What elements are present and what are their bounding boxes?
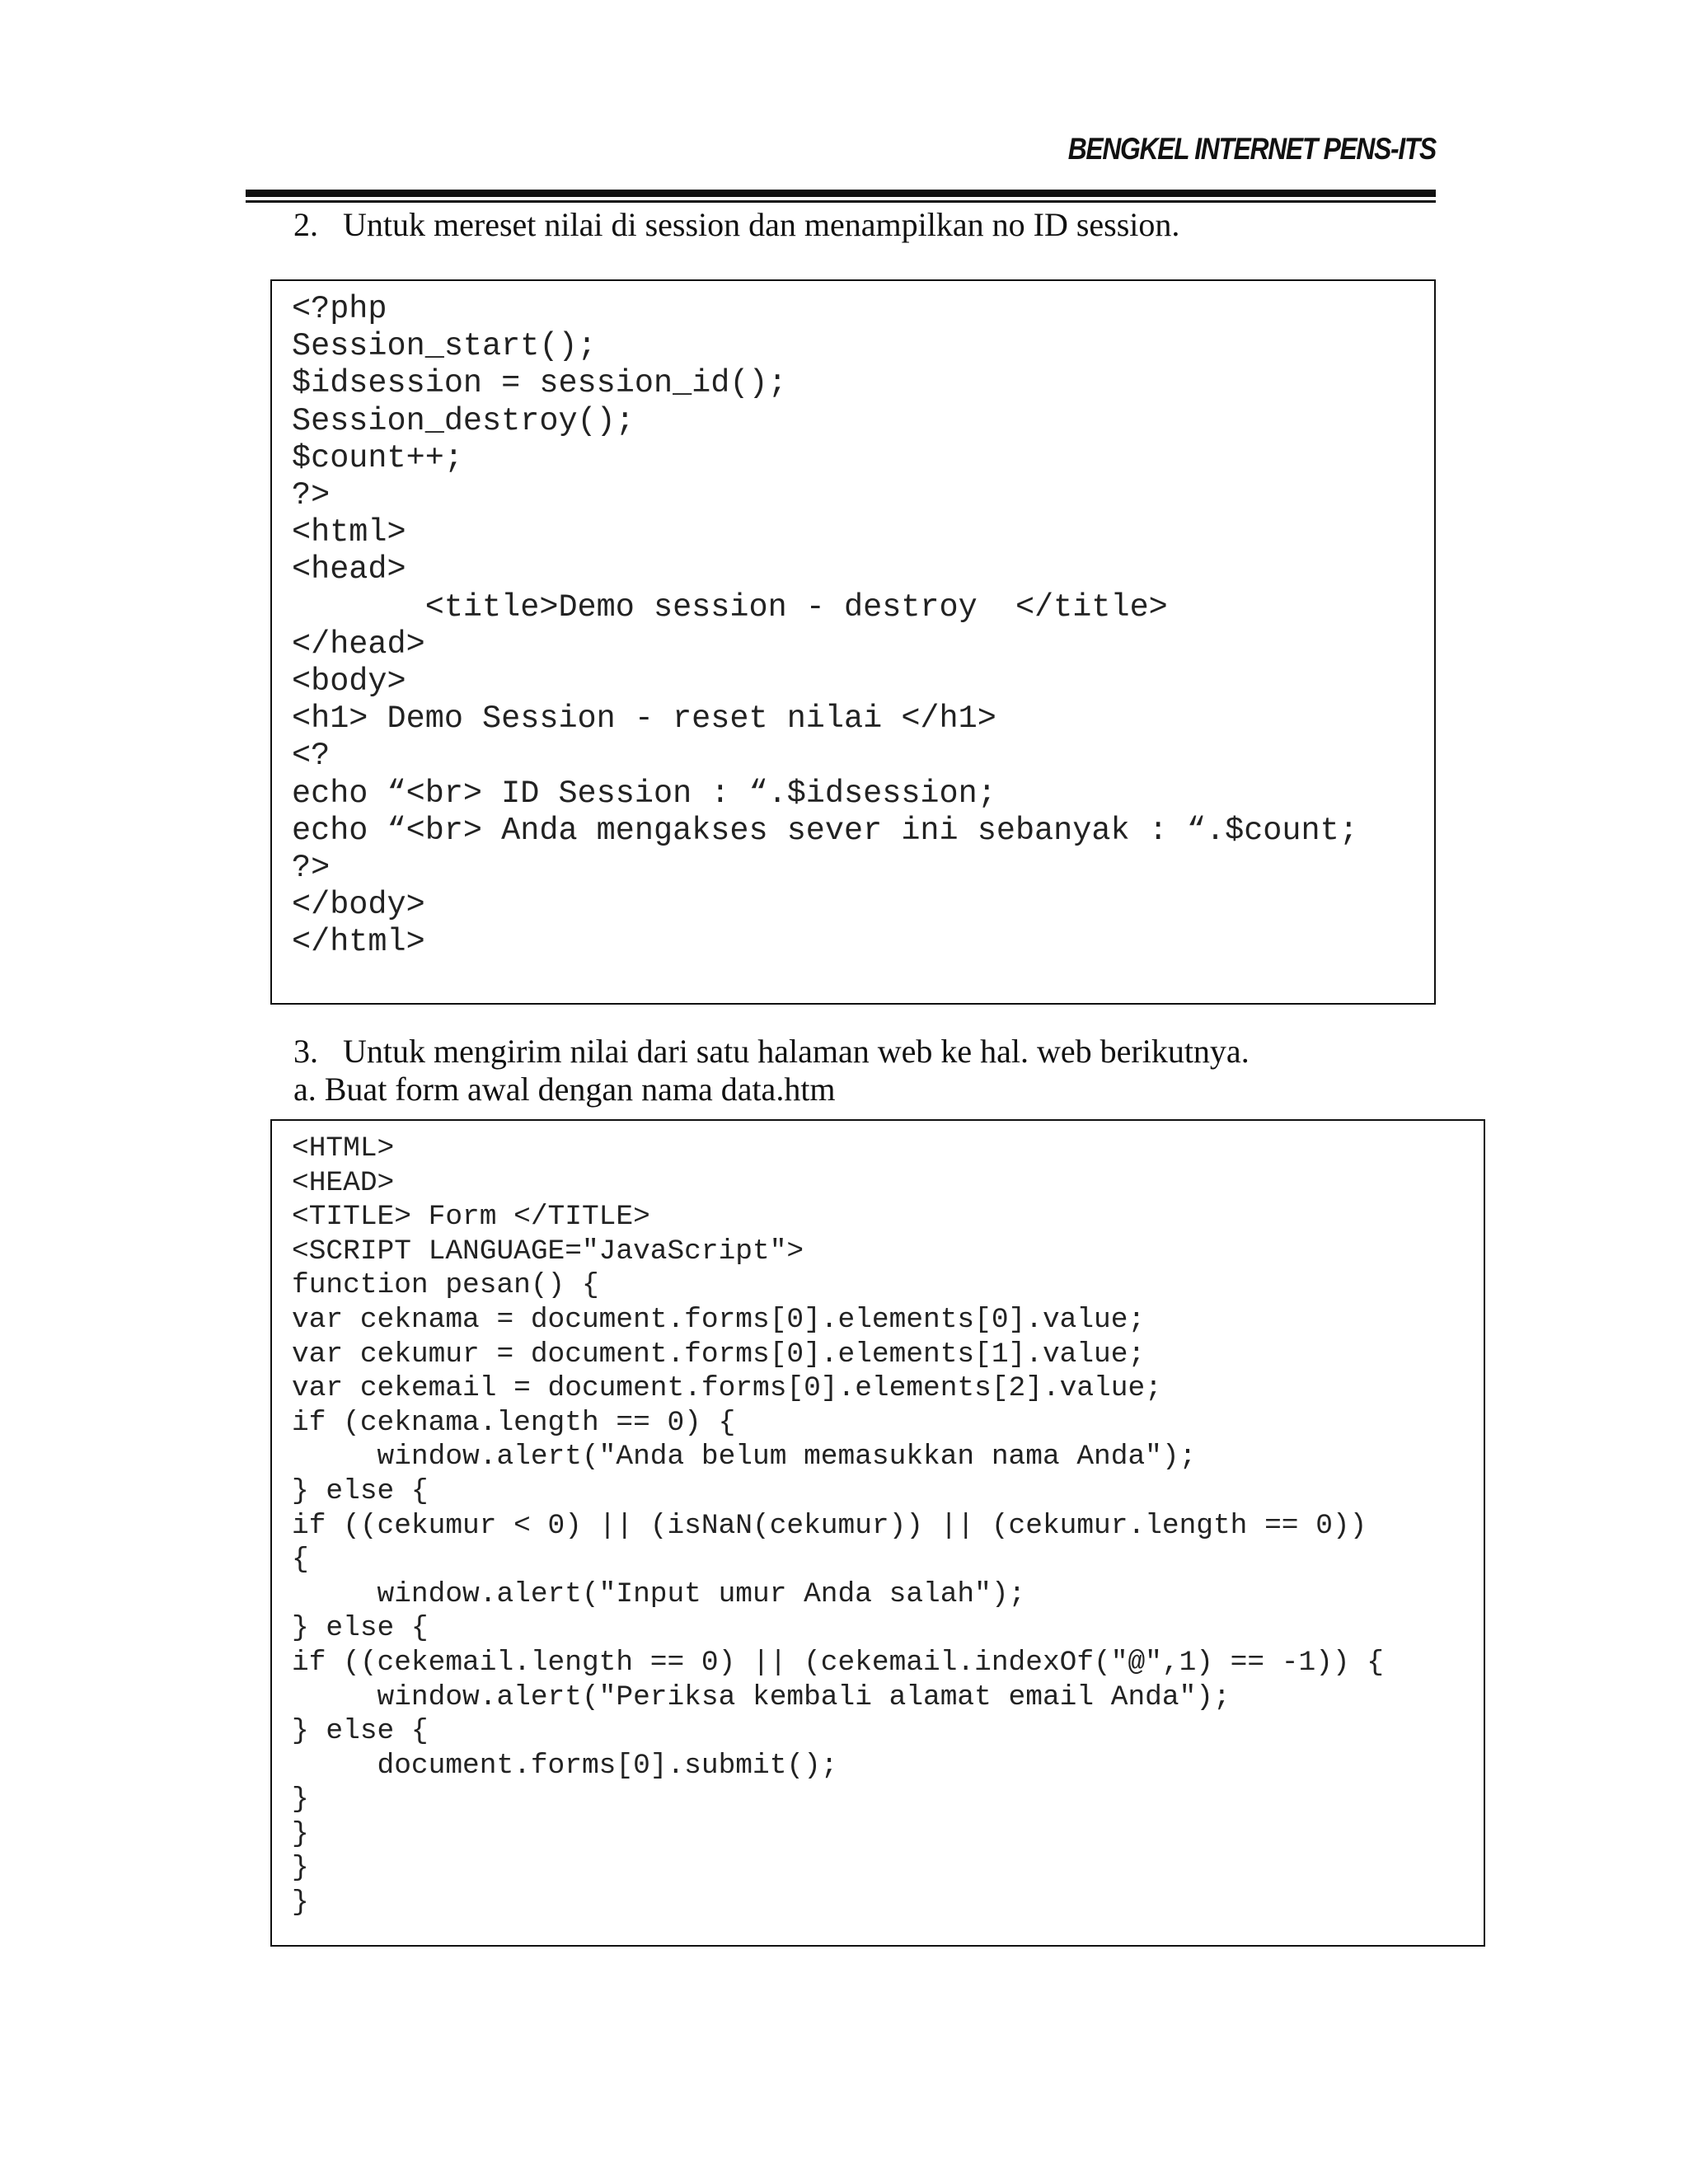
code-block-form-data: <HTML> <HEAD> <TITLE> Form </TITLE> <SCRIPT LANGUAGE="JavaScript"> function pesan() { var ceknama = document.forms[0].elements[0].value; var cekumur = document.forms[0].elements[1].value; var cekemail = document.forms[0].elements[2].value; if (ceknama.length == 0) { window.alert("Anda belum memasukkan nama Anda"); } else { if ((cekumur < 0) || (isNaN(cekumur)) || (cekumur.length == 0)) { window.alert("Input umur Anda salah"); } else { if ((cekemail.length == 0) || (cekemail.indexOf("@",1) == -1)) { window.alert("Periksa kembali alamat email Anda"); } else { document.forms[0].submit(); } } } }: [292, 1132, 1385, 1919]
code-block-session-destroy: <?php Session_start(); $idsession = session_id(); Session_destroy(); $count++; ?> <html> <head> <title>Demo session - destroy </title> </head> <body> <h1> Demo Session - reset nilai </h1> <? echo “<br> ID Session : “.$idsession; echo “<br> Anda mengakses sever ini sebanyak : “.$count; ?> </body> </html>: [292, 291, 1358, 961]
section-3-subheading: a. Buat form awal dengan nama data.htm: [293, 1071, 836, 1108]
page-header-title: BENGKEL INTERNET PENS-ITS: [1067, 132, 1436, 166]
header-rule-thick: [246, 190, 1436, 197]
section-3-heading: 3. Untuk mengirim nilai dari satu halaman web ke hal. web berikutnya.: [293, 1033, 1250, 1070]
section-2-heading: 2. Untuk mereset nilai di session dan menampilkan no ID session.: [293, 206, 1180, 243]
header-rule-thin: [246, 200, 1436, 203]
